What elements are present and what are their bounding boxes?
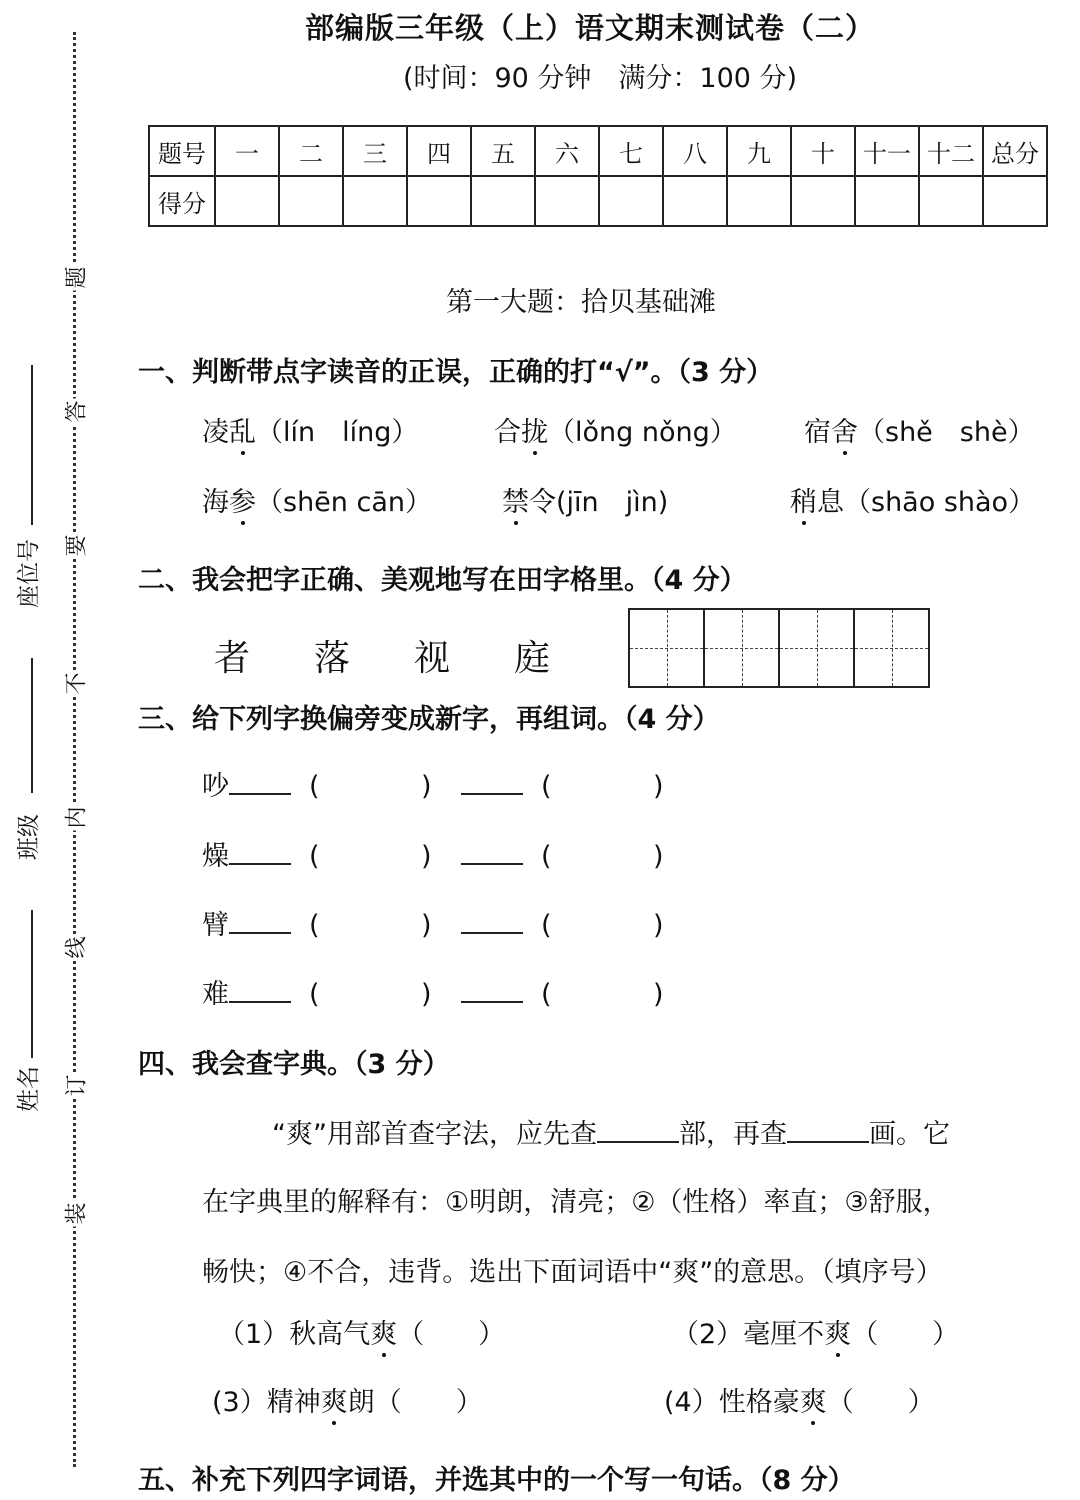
score-cell[interactable] [407,176,471,226]
q3-row [202,972,664,1011]
q3-paren-close: ) [421,771,432,802]
score-cell[interactable] [343,176,407,226]
q1-pinyin: (jīn jìn) [556,487,669,518]
q2-characters [214,630,614,681]
score-col-9: 九 [727,126,791,176]
q1-item-6 [790,480,1035,519]
q4-answer-paren[interactable]: （ ） [851,1319,960,1350]
score-table [148,125,1048,227]
margin-word-da: 答 [60,399,91,425]
q1-word: 凌 [202,417,229,448]
score-cell[interactable] [279,176,343,226]
q4-item-1 [218,1312,505,1351]
q1-dotted-char: 参 [229,480,256,519]
q1-item-2 [494,410,737,449]
score-table-row-label: 题号 [149,126,215,176]
q1-item-1 [202,410,418,449]
q4-item-num: (3） [212,1387,267,1418]
q4-line-1 [272,1112,950,1151]
q3-paren-close: ) [421,841,432,872]
q3-paren-open: ( [541,841,552,872]
class-line[interactable] [31,658,33,793]
q4-item-num: （1） [218,1319,290,1350]
score-col-5: 五 [471,126,535,176]
tianzige-cell[interactable] [855,610,928,686]
q1-item-5 [502,480,668,519]
seat-number-label: 座位号 [16,539,42,608]
q3-new-char-blank[interactable] [461,863,523,865]
score-col-2: 二 [279,126,343,176]
q1-word: 息 [817,487,844,518]
q3-new-char-blank[interactable] [461,793,523,795]
q4-dotted-char: 爽 [370,1312,397,1351]
binding-dotted-line [73,32,76,1467]
score-col-total: 总分 [983,126,1047,176]
margin-word-ding: 订 [60,1073,91,1099]
q3-char: 吵 [202,771,229,802]
score-cell[interactable] [663,176,727,226]
q2-char: 庭 [514,638,551,679]
q4-item-word: 秋高气 [289,1319,371,1350]
q2-char: 视 [414,638,451,679]
q3-paren-open: ( [309,979,320,1010]
q2-char: 者 [214,638,251,679]
q1-word: 令 [529,487,556,518]
q4-dotted-char: 爽 [824,1312,851,1351]
q1-dotted-char: 乱 [229,410,256,449]
q3-new-char-blank[interactable] [229,932,291,934]
score-col-8: 八 [663,126,727,176]
score-cell[interactable] [471,176,535,226]
q3-char: 臂 [202,910,229,941]
score-table-header-row [149,126,1047,176]
margin-word-bu: 不 [60,671,91,697]
section-title: 第一大题：拾贝基础滩 [446,287,716,318]
q1-pinyin: （lín líng） [256,417,419,448]
q1-word: 合 [494,417,521,448]
q4-text: 画。它 [868,1119,950,1150]
score-cell[interactable] [535,176,599,226]
q3-paren-close: ) [653,771,664,802]
score-col-4: 四 [407,126,471,176]
q5-heading: 五、补充下列四字词语，并选其中的一个写一句话。（8 分） [138,1465,855,1496]
q3-paren-close: ) [653,841,664,872]
q1-item-3 [804,410,1035,449]
q3-paren-close: ) [421,910,432,941]
q3-paren-open: ( [541,979,552,1010]
q2-heading: 二、我会把字正确、美观地写在田字格里。（4 分） [138,565,747,596]
q4-item-word: 毫厘不 [743,1319,825,1350]
q1-dotted-char: 舍 [831,410,858,449]
q3-paren-open: ( [541,771,552,802]
tianzige-cell[interactable] [630,610,705,686]
score-col-12: 十二 [919,126,983,176]
q1-dotted-char: 稍 [790,480,817,519]
name-line[interactable] [31,910,33,1058]
score-col-1: 一 [215,126,279,176]
q1-pinyin: （lǒng nǒng） [548,417,737,448]
q3-paren-close: ) [653,979,664,1010]
q4-item-num: （2） [672,1319,744,1350]
class-label: 班级 [16,814,42,860]
seat-number-line[interactable] [31,365,33,525]
q3-char: 燥 [202,841,229,872]
q3-new-char-blank[interactable] [229,1001,291,1003]
score-cell[interactable] [983,176,1047,226]
q3-new-char-blank[interactable] [461,1001,523,1003]
q1-pinyin: （shāo shào） [844,487,1036,518]
q1-word: 海 [202,487,229,518]
q4-answer-paren[interactable]: （ ） [374,1387,483,1418]
score-cell[interactable] [599,176,663,226]
q3-row [202,764,664,803]
q3-row [202,903,664,942]
score-cell[interactable] [919,176,983,226]
score-cell[interactable] [727,176,791,226]
q4-line-3: 畅快；④不合，违背。选出下面词语中“爽”的意思。（填序号） [202,1257,943,1288]
margin-word-xian: 线 [60,935,91,961]
q3-paren-open: ( [309,771,320,802]
q4-item-2 [672,1312,959,1351]
score-col-3: 三 [343,126,407,176]
margin-word-nei: 内 [60,805,91,831]
q4-text: “爽”用部首查字法，应先查 [272,1119,597,1150]
exam-subtitle: (时间：90 分钟 满分：100 分) [402,63,798,94]
tianzige-grid[interactable] [628,608,930,688]
q2-char: 落 [314,638,351,679]
q1-dotted-char: 拢 [521,410,548,449]
score-table-score-row [149,176,1047,226]
score-cell[interactable] [855,176,919,226]
q4-dotted-char: 爽 [800,1380,827,1419]
q3-paren-open: ( [309,841,320,872]
score-col-7: 七 [599,126,663,176]
q1-pinyin: （shēn cān） [256,487,432,518]
score-cell[interactable] [215,176,279,226]
q3-heading: 三、给下列字换偏旁变成新字，再组词。（4 分） [138,704,720,735]
q1-heading: 一、判断带点字读音的正误，正确的打“√”。（3 分） [138,357,774,388]
q3-new-char-blank[interactable] [229,793,291,795]
q1-pinyin: （shě shè） [858,417,1035,448]
q1-dotted-char: 禁 [502,480,529,519]
q4-strokes-blank[interactable] [787,1141,869,1143]
q4-item-word: 性格豪 [718,1387,800,1418]
q3-paren-open: ( [309,910,320,941]
q4-dotted-char: 爽 [321,1380,348,1419]
q4-answer-paren[interactable]: （ ） [826,1387,935,1418]
score-col-10: 十 [791,126,855,176]
q3-row [202,834,664,873]
margin-word-ti: 题 [60,265,91,291]
q4-answer-paren[interactable]: （ ） [397,1319,506,1350]
score-col-6: 六 [535,126,599,176]
score-table-row-label: 得分 [149,176,215,226]
score-cell[interactable] [791,176,855,226]
q3-new-char-blank[interactable] [229,863,291,865]
q1-word: 宿 [804,417,831,448]
score-col-11: 十一 [855,126,919,176]
q4-item-4 [664,1380,935,1419]
q4-radical-blank[interactable] [597,1141,679,1143]
margin-word-zhuang: 装 [60,1201,91,1227]
q4-item-word: 朗 [347,1387,375,1418]
q3-paren-close: ) [653,910,664,941]
tianzige-cell[interactable] [780,610,855,686]
q1-item-4 [202,480,432,519]
q4-line-2: 在字典里的解释有：①明朗，清亮；②（性格）率直；③舒服， [202,1187,950,1218]
q3-paren-open: ( [541,910,552,941]
q4-item-word: 精神 [266,1387,321,1418]
q3-char: 难 [202,979,229,1010]
margin-word-yao: 要 [60,533,91,559]
q4-item-3 [212,1380,483,1419]
q3-new-char-blank[interactable] [461,932,523,934]
tianzige-cell[interactable] [705,610,780,686]
exam-title: 部编版三年级（上）语文期末测试卷（二） [304,11,875,45]
q4-heading: 四、我会查字典。（3 分） [138,1049,450,1080]
q3-paren-close: ) [421,979,432,1010]
name-label: 姓名 [16,1066,42,1112]
q4-text: 部，再查 [678,1119,787,1150]
q4-item-num: (4） [664,1387,719,1418]
